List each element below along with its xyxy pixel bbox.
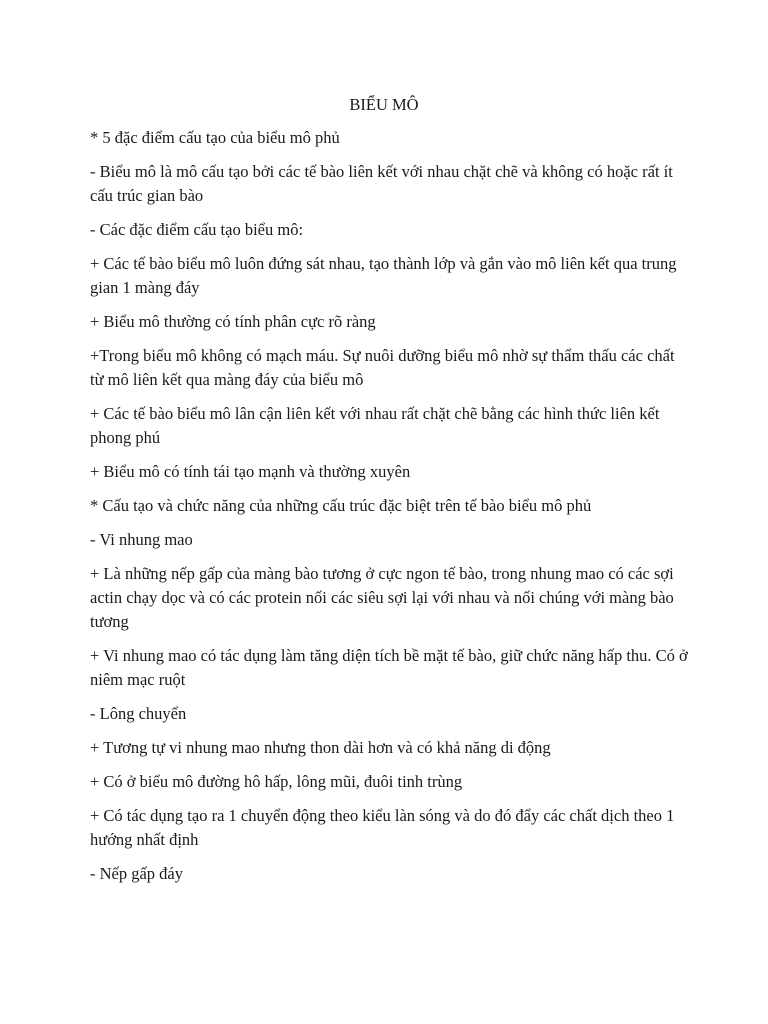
paragraph: + Là những nếp gấp của màng bào tương ở cực ngon tế bào, trong nhung mao có các sợi actin chạy dọc và có các protein nối các siêu sợi lại với nhau và nối chúng với màng bào tương — [90, 564, 674, 631]
paragraph: - Các đặc điểm cấu tạo biểu mô: — [90, 220, 304, 239]
paragraph: - Lông chuyển — [90, 704, 187, 723]
paragraph: + Biểu mô có tính tái tạo mạnh và thường xuyên — [90, 462, 411, 481]
paragraph: + Có ở biểu mô đường hô hấp, lông mũi, đuôi tinh trùng — [90, 772, 463, 791]
paragraph: +Trong biểu mô không có mạch máu. Sự nuôi dưỡng biểu mô nhờ sự thẩm thấu các chất từ mô liên kết qua màng đáy của biểu mô — [90, 346, 675, 389]
paragraph: * Cấu tạo và chức năng của những cấu trúc đặc biệt trên tế bào biểu mô phủ — [90, 496, 592, 515]
paragraph: - Biểu mô là mô cấu tạo bởi các tế bào liên kết với nhau chặt chẽ và không có hoặc rất ít cấu trúc gian bào — [90, 162, 673, 205]
paragraph: + Có tác dụng tạo ra 1 chuyển động theo kiểu làn sóng và do đó đẩy các chất dịch theo 1 hướng nhất định — [90, 806, 675, 849]
paragraph: + Các tế bào biểu mô lân cận liên kết với nhau rất chặt chẽ bằng các hình thức liên kết phong phú — [90, 404, 660, 447]
paragraph: + Biểu mô thường có tính phân cực rõ ràng — [90, 312, 376, 331]
paragraph: * 5 đặc điểm cấu tạo của biểu mô phủ — [90, 128, 340, 147]
paragraph: - Vi nhung mao — [90, 530, 193, 549]
paragraph: + Các tế bào biểu mô luôn đứng sát nhau, tạo thành lớp và gắn vào mô liên kết qua trung gian 1 màng đáy — [90, 254, 677, 297]
paragraph: + Vi nhung mao có tác dụng làm tăng diện tích bề mặt tế bào, giữ chức năng hấp thu. Có ở niêm mạc ruột — [90, 646, 688, 689]
paragraph: - Nếp gấp đáy — [90, 864, 184, 883]
paragraph: + Tương tự vi nhung mao nhưng thon dài hơn và có khả năng di động — [90, 738, 551, 757]
document-body — [90, 126, 690, 896]
document-title: BIỂU MÔ — [349, 95, 419, 114]
